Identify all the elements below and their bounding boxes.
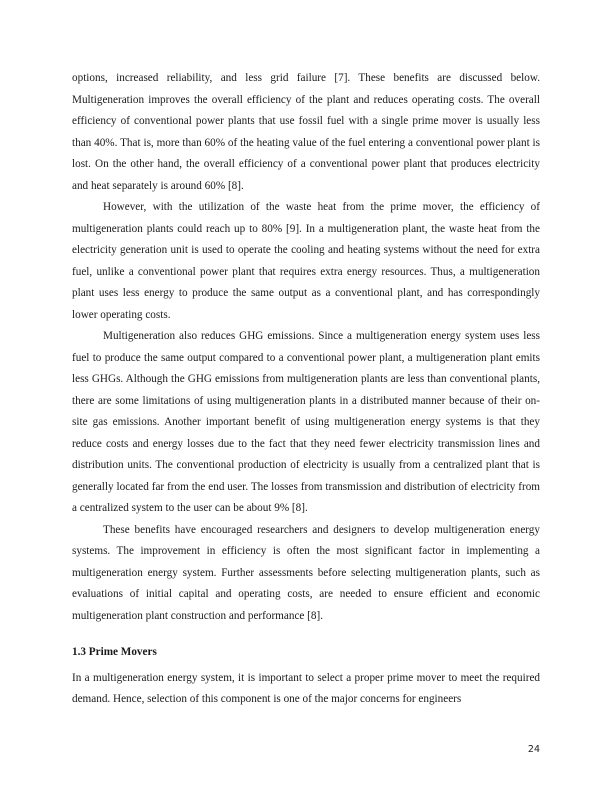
body-text — [72, 68, 540, 711]
paragraph-waste-heat: However, with the utilization of the waste heat from the prime mover, the efficiency of multigeneration plants could reach up to 80% [9]. In a multigeneration plant, the waste heat from the electricity generation unit is used to operate the cooling and heating systems without the need for extra fuel, unlike a conventional power plant that requires extra energy resources. Thus, a multigeneration plant uses less energy to produce the same output as a conventional plant, and has correspondingly lower operating costs. — [72, 201, 540, 321]
paragraph-research-benefits: These benefits have encouraged researchers and designers to develop multigeneration energy systems. The improvement in efficiency is often the most significant factor in implementing a multigeneration energy system. Further assessments before selecting multigeneration plants, such as evaluations of initial capital and operating costs, are needed to ensure efficient and economic multigeneration plant construction and performance [8]. — [72, 523, 540, 622]
paragraph-prime-movers: In a multigeneration energy system, it is important to select a proper prime mover to meet the required demand. Hence, selection of this component is one of the major concerns for engineers — [72, 671, 540, 705]
page-number: 24 — [527, 744, 540, 755]
section-heading-prime-movers: 1.3 Prime Movers — [72, 646, 157, 658]
paragraph-ghg-emissions: Multigeneration also reduces GHG emissions. Since a multigeneration energy system uses less fuel to produce the same output compared to a conventional power plant, a multigeneration plant emits less GHGs. Although the GHG emissions from multigeneration plants are less than conventional plants, there are some limitations of using multigeneration plants in a distributed manner because of their on-site gas emissions. Another important benefit of using multigeneration energy systems is that they reduce costs and energy losses due to the fact that they need fewer electricity transmission lines and distribution units. The conventional production of electricity is usually from a centralized plant that is generally located far from the end user. The losses from transmission and distribution of electricity from a centralized system to the user can be about 9% [8]. — [72, 330, 540, 514]
paragraph-benefits-continued: options, increased reliability, and less grid failure [7]. These benefits are discussed below. Multigeneration improves the overall efficiency of the plant and reduces operating costs. The overall efficiency of conventional power plants that use fossil fuel with a single prime mover is usually less than 40%. That is, more than 60% of the heating value of the fuel entering a conventional power plant is lost. On the other hand, the overall efficiency of a conventional power plant that produces electricity and heat separately is around 60% [8]. — [72, 72, 540, 192]
